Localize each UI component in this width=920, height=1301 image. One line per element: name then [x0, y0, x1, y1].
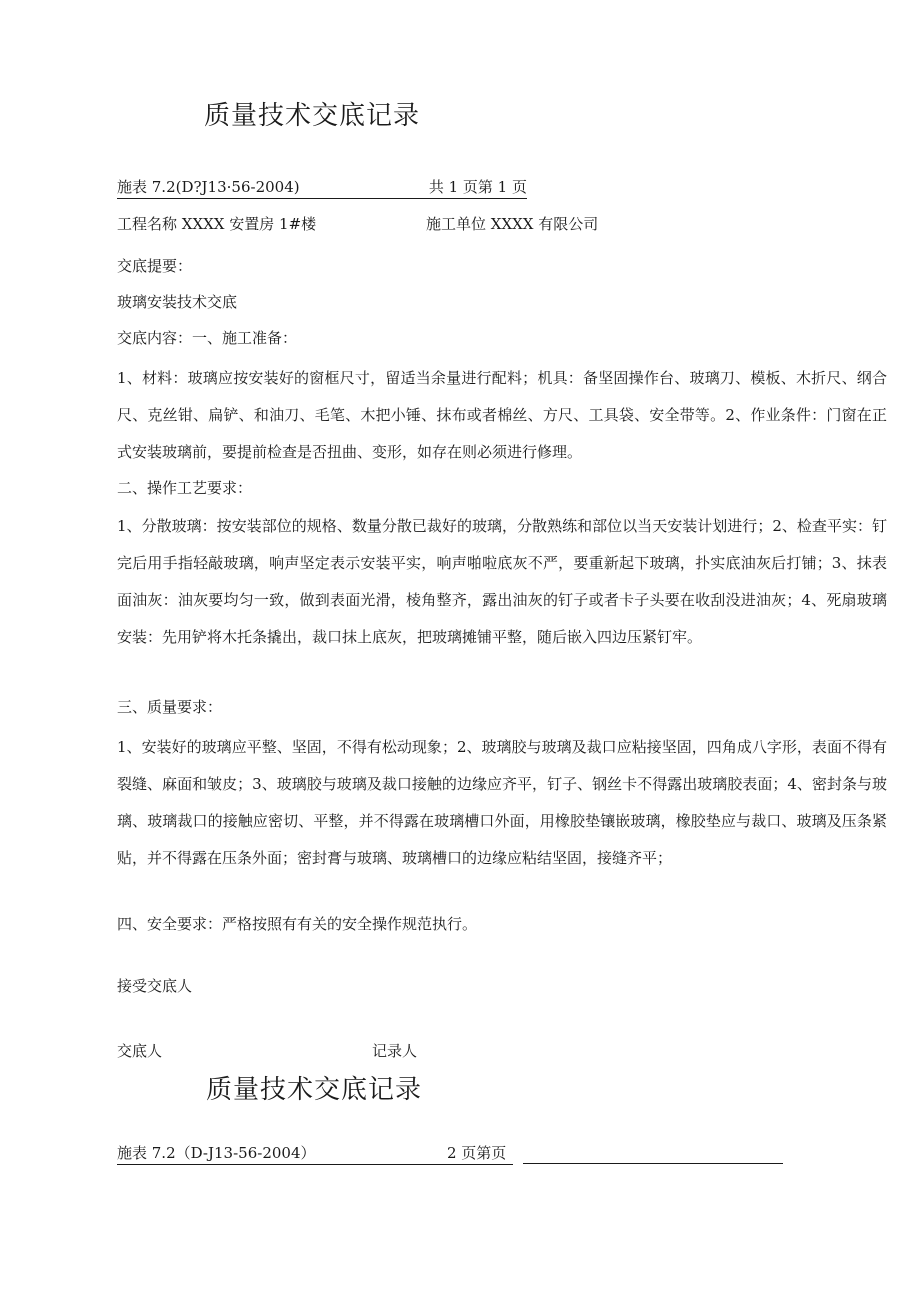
summary-label: 交底提要：	[117, 257, 193, 275]
page2-form-code: 施表 7.2（D-J13-56-2004）	[117, 1143, 447, 1165]
page-info: 共 1 页第 1 页	[417, 177, 527, 199]
content-label: 交底内容：一、施工准备：	[117, 329, 298, 347]
section3-heading: 三、质量要求：	[117, 698, 223, 716]
section3-text: 1、安装好的玻璃应平整、坚固，不得有松动现象；2、玻璃胶与玻璃及裁口应粘接坚固，四角成八字形，表面不得有裂缝、麻面和皱皮；3、玻璃胶与玻璃及裁口接触的边缘应齐平，钉子、钢丝卡不得露出玻璃胶表面；4、密封条与玻璃、玻璃裁口的接触应密切、平整，并不得露在玻璃槽口外面，用橡胶垫镶嵌玻璃，橡胶垫应与裁口、玻璃及压条紧贴，并不得露在压条外面；密封膏与玻璃、玻璃槽口的边缘应粘结坚固，接缝齐平；	[117, 738, 887, 867]
summary-text: 玻璃安装技术交底	[117, 293, 238, 311]
section2-heading: 二、操作工艺要求：	[117, 479, 253, 497]
section2-text: 1、分散玻璃：按安装部位的规格、数量分散已裁好的玻璃，分散熟练和部位以当天安装计划进行；2、检查平实：钉完后用手指轻敲玻璃，响声坚定表示安装平实，响声啪啦底灰不严，要重新起下玻璃，扑实底油灰后打铺；3、抹表面油灰：油灰要均匀一致，做到表面光滑，棱角整齐，露出油灰的钉子或者卡子头要在收刮没进油灰；4、死扇玻璃安装：先用铲将木托条撬出，裁口抹上底灰，把玻璃摊铺平整，随后嵌入四边压紧钉牢。	[117, 517, 887, 646]
presenter-label: 交底人	[117, 1042, 163, 1060]
section1-text: 1、材料：玻璃应按安装好的窗框尺寸，留适当余量进行配料；机具：备坚固操作台、玻璃刀、模板、木折尺、纲合尺、克丝钳、扁铲、和油刀、毛笔、木把小锤、抹布或者棉丝、方尺、工具袋、安全带等。2、作业条件：门窗在正式安装玻璃前，要提前检查是否扭曲、变形，如存在则必须进行修理。	[117, 369, 887, 461]
page2-title: 质量技术交底记录	[206, 1075, 423, 1105]
form-code: 施表 7.2(D?J13·56-2004)	[117, 177, 417, 199]
receiver-label: 接受交底人	[117, 977, 193, 995]
construction-unit: 施工单位 XXXX 有限公司	[426, 215, 599, 233]
page2-blank-line	[523, 1163, 783, 1164]
project-name: 工程名称 XXXX 安置房 1#楼	[117, 215, 317, 233]
page1-title: 质量技术交底记录	[204, 101, 421, 131]
page2-page-info: 2 页第页	[447, 1143, 513, 1165]
section4-text: 四、安全要求：严格按照有有关的安全操作规范执行。	[117, 915, 478, 933]
recorder-label: 记录人	[372, 1042, 418, 1060]
